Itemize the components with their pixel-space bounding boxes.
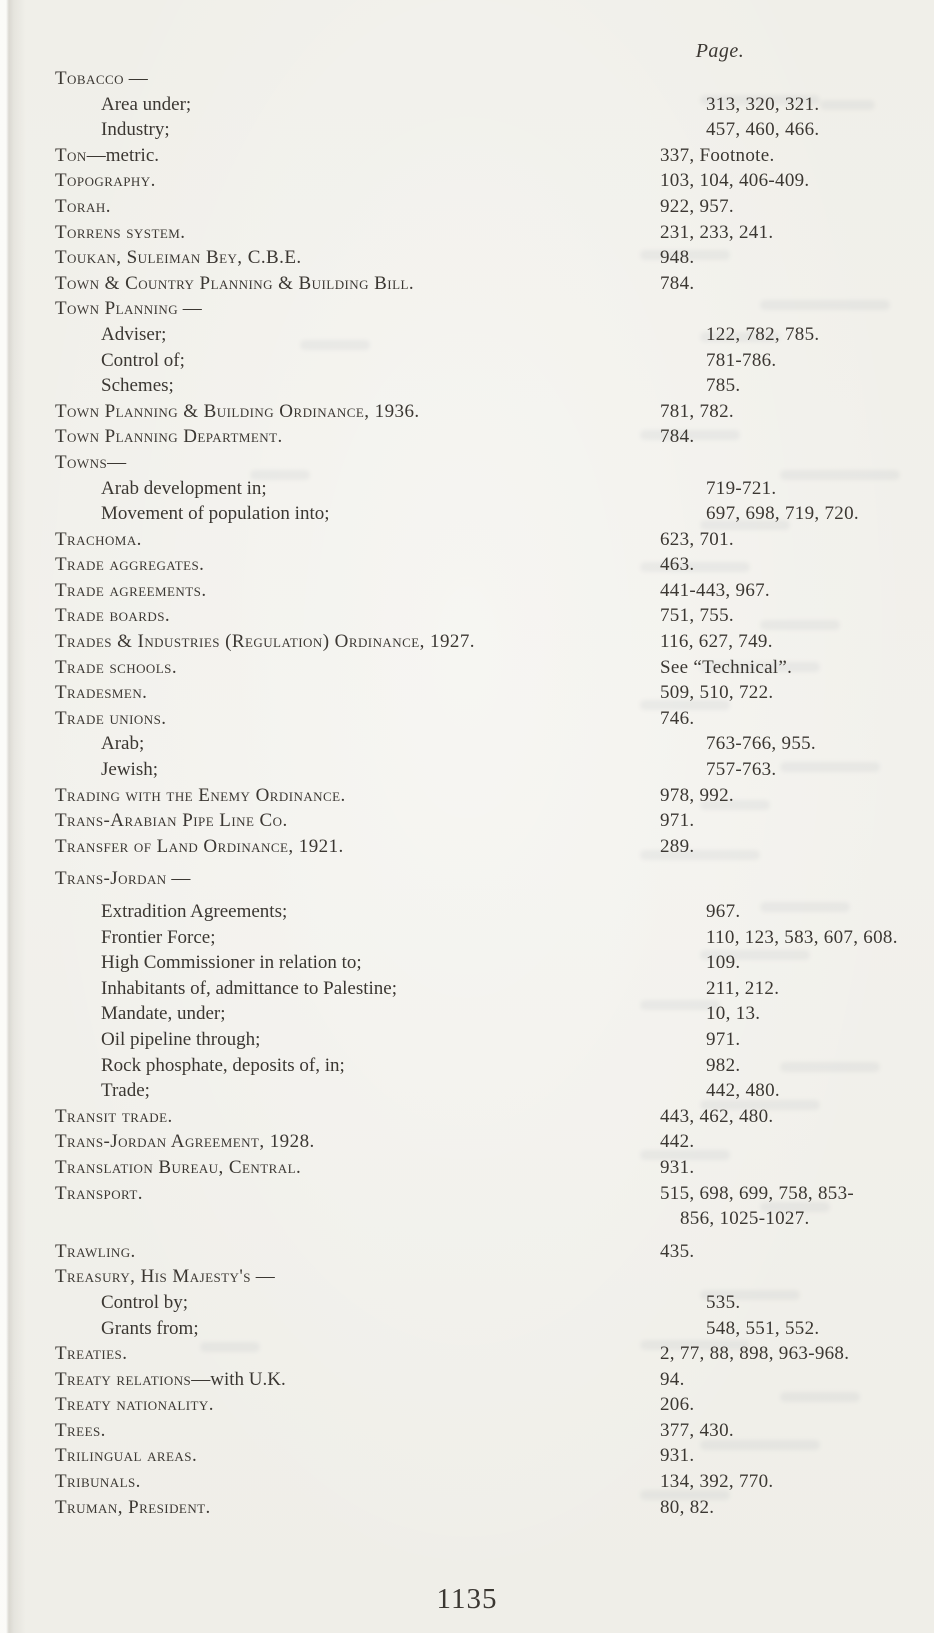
index-entry-row bbox=[55, 1418, 908, 1444]
index-term bbox=[55, 1495, 660, 1521]
index-term-plain: Extradition Agreements; bbox=[101, 901, 288, 922]
index-entry-row bbox=[55, 866, 908, 892]
index-term bbox=[55, 373, 706, 399]
index-term bbox=[55, 501, 706, 527]
index-term-smallcaps: Torrens system. bbox=[55, 221, 186, 243]
index-entry-row bbox=[55, 578, 908, 604]
index-term bbox=[55, 1418, 660, 1444]
index-term bbox=[55, 925, 706, 951]
index-entry-row bbox=[55, 899, 908, 925]
index-entry-row bbox=[55, 1264, 908, 1290]
index-term bbox=[55, 1078, 706, 1104]
index-entry-row bbox=[55, 220, 908, 246]
index-term-smallcaps: Tobacco bbox=[55, 68, 124, 89]
index-term-plain: Jewish; bbox=[101, 759, 158, 781]
index-entry-row bbox=[55, 1341, 908, 1367]
index-term bbox=[55, 399, 660, 425]
index-term bbox=[55, 1155, 660, 1181]
page-numbers: 442. bbox=[660, 1131, 695, 1153]
index-term bbox=[55, 117, 706, 143]
index-term-smallcaps: Translation Bureau, Central. bbox=[55, 1156, 302, 1178]
index-entry-row bbox=[55, 1495, 908, 1521]
index-entry-row bbox=[55, 245, 908, 271]
index-term-smallcaps: Trilingual areas. bbox=[55, 1445, 198, 1467]
page-numbers: 116, 627, 749. bbox=[660, 631, 773, 653]
index-term-smallcaps: Trawling. bbox=[55, 1240, 136, 1262]
index-term-smallcaps: Trans-Arabian Pipe Line Co. bbox=[55, 810, 288, 832]
index-term-smallcaps: Trading with the Enemy Ordinance. bbox=[55, 784, 346, 806]
index-term-plain: Trade; bbox=[101, 1080, 150, 1102]
index-entry-row bbox=[55, 1155, 908, 1181]
index-term bbox=[55, 424, 660, 450]
index-term-smallcaps: Transfer of Land Ordinance, 1921. bbox=[55, 835, 344, 857]
index-term-smallcaps: Trade schools. bbox=[55, 656, 178, 678]
index-term-smallcaps: Treaties. bbox=[55, 1343, 128, 1365]
page-numbers: 313, 320, 321. bbox=[706, 93, 820, 115]
index-entry-row bbox=[55, 143, 908, 169]
page-numbers: 751, 755. bbox=[660, 605, 734, 627]
index-term bbox=[55, 296, 660, 322]
index-term bbox=[55, 1001, 706, 1027]
index-entry-row bbox=[55, 808, 908, 834]
index-entry-row bbox=[55, 1316, 908, 1342]
index-term-plain: — bbox=[178, 298, 202, 320]
page-numbers: 206. bbox=[660, 1394, 695, 1416]
page-numbers: 781, 782. bbox=[660, 400, 734, 422]
index-entry-row bbox=[55, 552, 908, 578]
page-numbers: 442, 480. bbox=[706, 1080, 780, 1102]
index-term bbox=[55, 143, 660, 169]
index-term-smallcaps: Trachoma. bbox=[55, 528, 142, 550]
page-numbers: 122, 782, 785. bbox=[706, 323, 820, 345]
index-term-smallcaps: Tradesmen. bbox=[55, 682, 148, 704]
page-numbers: 922, 957. bbox=[660, 195, 734, 217]
index-entry-row bbox=[55, 950, 908, 976]
page-numbers: 377, 430. bbox=[660, 1419, 734, 1441]
index-term bbox=[55, 866, 660, 892]
page-numbers: 515, 698, 699, 758, 853- 856, 1025-1027. bbox=[660, 1181, 908, 1232]
page-numbers: 971. bbox=[706, 1028, 741, 1050]
page-numbers: 548, 551, 552. bbox=[706, 1317, 820, 1339]
index-term bbox=[55, 950, 706, 976]
page-numbers: 435. bbox=[660, 1240, 695, 1262]
index-term bbox=[55, 976, 706, 1002]
index-entry-row bbox=[55, 476, 908, 502]
index-entry-row bbox=[55, 680, 908, 706]
page-numbers: 80, 82. bbox=[660, 1496, 715, 1518]
page-numbers: 463. bbox=[660, 554, 695, 576]
index-term bbox=[55, 1367, 660, 1393]
index-term bbox=[55, 92, 706, 118]
index-term-smallcaps: Town & Country Planning & Building Bill. bbox=[55, 272, 415, 294]
index-term-plain: — bbox=[166, 868, 191, 890]
page-numbers: 94. bbox=[660, 1368, 685, 1390]
index-entry-row bbox=[55, 1181, 908, 1232]
index-term-plain: Adviser; bbox=[101, 323, 167, 345]
index-term-plain: Rock phosphate, deposits of, in; bbox=[101, 1054, 345, 1076]
index-entry-row bbox=[55, 168, 908, 194]
index-entry-row bbox=[55, 348, 908, 374]
index-term bbox=[55, 1181, 660, 1207]
index-term-smallcaps: Ton bbox=[55, 144, 87, 166]
index-term-smallcaps: Toukan, Suleiman Bey, C.B.E. bbox=[55, 247, 302, 269]
index-term-smallcaps: Tribunals. bbox=[55, 1471, 141, 1493]
index-term-smallcaps: Treasury, His Majesty's bbox=[55, 1266, 251, 1288]
index-term bbox=[55, 1129, 660, 1155]
index-entry-row bbox=[55, 1239, 908, 1265]
index-term-plain: — bbox=[250, 1266, 275, 1288]
page-numbers: 931. bbox=[660, 1156, 695, 1178]
page-numbers: 110, 123, 583, 607, 608. bbox=[706, 926, 898, 948]
page-numbers: 10, 13. bbox=[706, 1003, 761, 1025]
index-term-smallcaps: Treaty nationality. bbox=[55, 1394, 214, 1416]
page-numbers: 697, 698, 719, 720. bbox=[706, 503, 859, 525]
index-entry-row bbox=[55, 527, 908, 553]
index-term bbox=[55, 1392, 660, 1418]
index-entry-row bbox=[55, 1027, 908, 1053]
index-term bbox=[55, 552, 660, 578]
index-entry-row bbox=[55, 373, 908, 399]
index-term bbox=[55, 245, 660, 271]
index-entry-row bbox=[55, 1129, 908, 1155]
index-term bbox=[55, 783, 660, 809]
index-term-plain: Control by; bbox=[101, 1291, 189, 1313]
page-numbers: 457, 460, 466. bbox=[706, 119, 820, 141]
index-term-plain: —with U.K. bbox=[191, 1368, 286, 1390]
index-term-plain: Oil pipeline through; bbox=[101, 1028, 261, 1050]
page-numbers: 2, 77, 88, 898, 963-968. bbox=[660, 1343, 850, 1365]
index-term-plain: High Commissioner in relation to; bbox=[101, 952, 362, 974]
index-term-smallcaps: Topography. bbox=[55, 170, 156, 192]
index-term bbox=[55, 1341, 660, 1367]
page-numbers: 948. bbox=[660, 247, 695, 269]
page-numbers: 211, 212. bbox=[706, 977, 780, 999]
page-numbers: 931. bbox=[660, 1445, 695, 1467]
index-term-smallcaps: Trade boards. bbox=[55, 605, 171, 627]
page-numbers: 781-786. bbox=[706, 349, 777, 371]
index-list bbox=[55, 66, 908, 1520]
index-term-smallcaps: Trades & Industries (Regulation) Ordinance, 1927. bbox=[55, 631, 476, 653]
index-term bbox=[55, 1239, 660, 1265]
page-numbers: 763-766, 955. bbox=[706, 733, 816, 755]
index-entry-row bbox=[55, 629, 908, 655]
index-entry-row bbox=[55, 603, 908, 629]
index-term bbox=[55, 220, 660, 246]
index-term-plain: Industry; bbox=[101, 119, 170, 141]
index-term-smallcaps: Truman, President. bbox=[55, 1496, 211, 1518]
index-term bbox=[55, 1027, 706, 1053]
index-entry-row bbox=[55, 1053, 908, 1079]
page-numbers: 103, 104, 406-409. bbox=[660, 170, 810, 192]
index-entry-row bbox=[55, 925, 908, 951]
index-entry-row bbox=[55, 757, 908, 783]
index-term-plain: Schemes; bbox=[101, 375, 174, 397]
index-entry-row bbox=[55, 731, 908, 757]
index-entry-row bbox=[55, 655, 908, 681]
index-entry-row bbox=[55, 706, 908, 732]
index-entry-row bbox=[55, 1392, 908, 1418]
index-term bbox=[55, 194, 660, 220]
page-footer-number: 1135 bbox=[436, 1583, 498, 1615]
index-term-plain: —metric. bbox=[86, 144, 160, 166]
index-entry-row bbox=[55, 322, 908, 348]
index-entry-row bbox=[55, 1367, 908, 1393]
index-term bbox=[55, 578, 660, 604]
index-term-smallcaps: Trans-Jordan Agreement, 1928. bbox=[55, 1131, 315, 1153]
index-term-plain: Arab; bbox=[101, 733, 145, 755]
index-term-smallcaps: Trans-Jordan bbox=[55, 868, 167, 890]
page-numbers: 337, Footnote. bbox=[660, 144, 775, 166]
index-term-plain: — bbox=[123, 68, 148, 89]
index-term bbox=[55, 629, 660, 655]
index-term-smallcaps: Towns bbox=[55, 451, 108, 473]
page-numbers: See “Technical”. bbox=[660, 656, 793, 678]
index-term bbox=[55, 476, 706, 502]
index-term-plain: Inhabitants of, admittance to Palestine; bbox=[101, 977, 398, 999]
index-term-smallcaps: Treaty relations bbox=[55, 1368, 192, 1390]
index-entry-row bbox=[55, 450, 908, 476]
page-numbers: 231, 233, 241. bbox=[660, 221, 774, 243]
index-entry-row bbox=[55, 424, 908, 450]
index-term bbox=[55, 348, 706, 374]
index-entry-row bbox=[55, 1001, 908, 1027]
index-entry-row bbox=[55, 194, 908, 220]
index-term-smallcaps: Town Planning & Building Ordinance, 1936. bbox=[55, 400, 420, 422]
index-term-smallcaps: Torah. bbox=[55, 195, 111, 217]
page-numbers: 978, 992. bbox=[660, 784, 734, 806]
index-term-plain: Control of; bbox=[101, 349, 185, 371]
page-numbers: 746. bbox=[660, 707, 695, 729]
index-entry-row bbox=[55, 1104, 908, 1130]
index-term bbox=[55, 1443, 660, 1469]
index-entry-row bbox=[55, 834, 908, 860]
index-entry-row bbox=[55, 1469, 908, 1495]
index-term bbox=[55, 834, 660, 860]
page-column-header: Page. bbox=[695, 40, 745, 62]
index-term bbox=[55, 1290, 706, 1316]
index-term-plain: Arab development in; bbox=[101, 477, 267, 499]
page-numbers: 443, 462, 480. bbox=[660, 1105, 774, 1127]
page-numbers: 134, 392, 770. bbox=[660, 1471, 774, 1493]
index-entry-row bbox=[55, 92, 908, 118]
index-term-plain: Area under; bbox=[101, 93, 192, 115]
index-term bbox=[55, 757, 706, 783]
index-entry-row bbox=[55, 501, 908, 527]
page-numbers: 623, 701. bbox=[660, 528, 734, 550]
page-numbers: 441-443, 967. bbox=[660, 579, 770, 601]
index-term bbox=[55, 1316, 706, 1342]
page-numbers: 971. bbox=[660, 810, 695, 832]
index-term bbox=[55, 66, 660, 92]
index-term bbox=[55, 322, 706, 348]
index-term-smallcaps: Trade aggregates. bbox=[55, 554, 205, 576]
index-term bbox=[55, 1469, 660, 1495]
index-term bbox=[55, 450, 660, 476]
index-term bbox=[55, 899, 706, 925]
page-numbers: 535. bbox=[706, 1291, 741, 1313]
page-numbers: 784. bbox=[660, 426, 695, 448]
page-numbers: 757-763. bbox=[706, 759, 777, 781]
index-term-plain: — bbox=[107, 451, 127, 473]
index-term bbox=[55, 1053, 706, 1079]
page-numbers: 289. bbox=[660, 835, 695, 857]
index-term-plain: Grants from; bbox=[101, 1317, 199, 1339]
index-entry-row bbox=[55, 271, 908, 297]
page-numbers: 982. bbox=[706, 1054, 741, 1076]
index-term bbox=[55, 731, 706, 757]
page-numbers: 967. bbox=[706, 901, 741, 922]
index-term bbox=[55, 603, 660, 629]
index-term bbox=[55, 1104, 660, 1130]
index-term-smallcaps: Transit trade. bbox=[55, 1105, 173, 1127]
index-term bbox=[55, 706, 660, 732]
index-term-smallcaps: Transport. bbox=[55, 1182, 143, 1204]
index-entry-row bbox=[55, 1290, 908, 1316]
index-entry-row bbox=[55, 976, 908, 1002]
index-entry-row bbox=[55, 399, 908, 425]
page-numbers: 784. bbox=[660, 272, 695, 294]
index-term bbox=[55, 680, 660, 706]
index-term bbox=[55, 168, 660, 194]
index-entry-row bbox=[55, 1078, 908, 1104]
index-term bbox=[55, 655, 660, 681]
index-entry-row bbox=[55, 1443, 908, 1469]
index-entry-row bbox=[55, 783, 908, 809]
index-term-plain: Movement of population into; bbox=[101, 503, 330, 525]
page-numbers-continuation: 856, 1025-1027. bbox=[680, 1208, 810, 1230]
index-term bbox=[55, 1264, 660, 1290]
page-numbers: 109. bbox=[706, 952, 741, 974]
index-term bbox=[55, 808, 660, 834]
index-term-smallcaps: Trade unions. bbox=[55, 707, 167, 729]
index-term-plain: Frontier Force; bbox=[101, 926, 216, 948]
page-numbers: 785. bbox=[706, 375, 741, 397]
index-term-plain: Mandate, under; bbox=[101, 1003, 226, 1025]
scan-edge-shadow bbox=[0, 0, 26, 1633]
page-numbers: 719-721. bbox=[706, 477, 777, 499]
index-term-smallcaps: Town Planning bbox=[55, 298, 179, 320]
index-term bbox=[55, 527, 660, 553]
page-numbers: 509, 510, 722. bbox=[660, 682, 774, 704]
index-term bbox=[55, 271, 660, 297]
index-entry-row bbox=[55, 66, 908, 92]
index-term-smallcaps: Trade agreements. bbox=[55, 579, 207, 601]
index-entry-row bbox=[55, 117, 908, 143]
index-term-smallcaps: Town Planning Department. bbox=[55, 426, 283, 448]
index-term-smallcaps: Trees. bbox=[55, 1419, 106, 1441]
index-entry-row bbox=[55, 296, 908, 322]
